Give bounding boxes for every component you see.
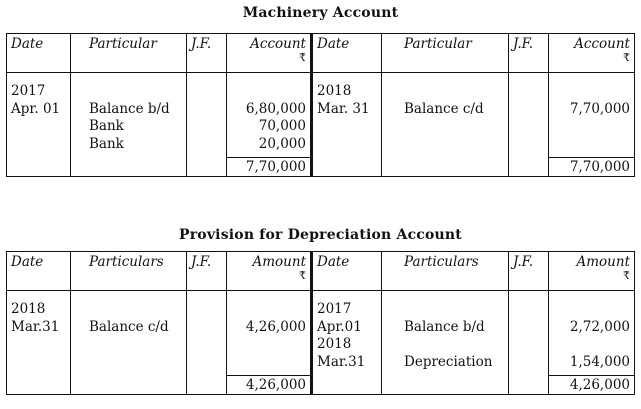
credit-particulars-cell [382, 291, 509, 376]
credit-amount-cell [549, 291, 635, 376]
machinery-ledger [6, 33, 635, 177]
amount-entry: 20,000 [258, 135, 306, 152]
provision-account-title: Provision for Depreciation Account [179, 227, 462, 243]
particular-entry: Balance c/d [404, 100, 484, 117]
amount-entry: 1,54,000 [569, 353, 630, 370]
debit-amount-label: Amount [252, 254, 306, 270]
credit-date: Apr.01 [317, 318, 362, 335]
credit-amount-label: Account [574, 36, 630, 52]
credit-year: 2018 [317, 336, 352, 352]
debit-year: 2017 [11, 83, 46, 99]
debit-amount-cell [227, 291, 312, 376]
debit-date: Mar.31 [11, 318, 60, 335]
debit-date-cell [7, 291, 71, 376]
credit-jf-cell [509, 73, 549, 158]
debit-amount-header [227, 252, 312, 291]
credit-date-header: Date [312, 252, 382, 291]
debit-particulars-cell [71, 73, 187, 158]
credit-jf-header: J.F. [509, 34, 549, 73]
credit-date-cell [312, 291, 382, 376]
debit-date: Apr. 01 [11, 100, 61, 117]
amount-entry: 70,000 [258, 118, 306, 134]
debit-particular-header: Particulars [71, 252, 187, 291]
rupee-icon: ₹ [299, 51, 306, 64]
particular-entry: Depreciation [404, 353, 493, 370]
credit-date: Mar.31 [317, 353, 366, 370]
debit-particulars-cell [71, 291, 187, 376]
machinery-header-row [7, 34, 635, 73]
provision-body-row [7, 291, 635, 376]
rupee-icon: ₹ [299, 269, 306, 282]
machinery-body-row [7, 73, 635, 158]
credit-total: 4,26,000 [549, 376, 635, 395]
provision-header-row [7, 252, 635, 291]
machinery-total-row [7, 158, 635, 177]
debit-total: 4,26,000 [227, 376, 312, 395]
credit-particular-header: Particulars [382, 252, 509, 291]
debit-amount-label: Account [250, 36, 306, 52]
credit-particulars-cell [382, 73, 509, 158]
debit-date-header: Date [7, 252, 71, 291]
provision-total-row [7, 376, 635, 395]
credit-amount-label: Amount [576, 254, 630, 270]
credit-jf-cell [509, 291, 549, 376]
credit-total: 7,70,000 [549, 158, 635, 177]
credit-date: Mar. 31 [317, 100, 370, 117]
provision-ledger [6, 251, 635, 395]
debit-year: 2018 [11, 301, 46, 317]
amount-entry: 7,70,000 [569, 100, 630, 117]
credit-year: 2018 [317, 83, 352, 99]
amount-entry: 2,72,000 [569, 318, 630, 335]
credit-year: 2017 [317, 301, 352, 317]
debit-particular-header: Particular [71, 34, 187, 73]
debit-jf-cell [187, 291, 227, 376]
credit-amount-header [549, 252, 635, 291]
debit-date-cell [7, 73, 71, 158]
particular-entry: Balance b/d [404, 318, 485, 335]
credit-date-cell [312, 73, 382, 158]
debit-jf-cell [187, 73, 227, 158]
machinery-account-title: Machinery Account [242, 5, 399, 21]
rupee-icon: ₹ [623, 51, 630, 64]
credit-amount-header [549, 34, 635, 73]
debit-amount-header [227, 34, 312, 73]
credit-particular-header: Particular [382, 34, 509, 73]
credit-date-header: Date [312, 34, 382, 73]
debit-date-header: Date [7, 34, 71, 73]
credit-amount-cell [549, 73, 635, 158]
amount-entry: 6,80,000 [245, 100, 306, 117]
rupee-icon: ₹ [623, 269, 630, 282]
debit-total: 7,70,000 [227, 158, 312, 177]
particular-entry: Bank [89, 118, 124, 134]
amount-entry: 4,26,000 [245, 318, 306, 335]
debit-jf-header: J.F. [187, 252, 227, 291]
credit-jf-header: J.F. [509, 252, 549, 291]
debit-jf-header: J.F. [187, 34, 227, 73]
particular-entry: Balance b/d [89, 100, 170, 117]
debit-amount-cell [227, 73, 312, 158]
particular-entry: Bank [89, 135, 124, 152]
particular-entry: Balance c/d [89, 318, 169, 335]
